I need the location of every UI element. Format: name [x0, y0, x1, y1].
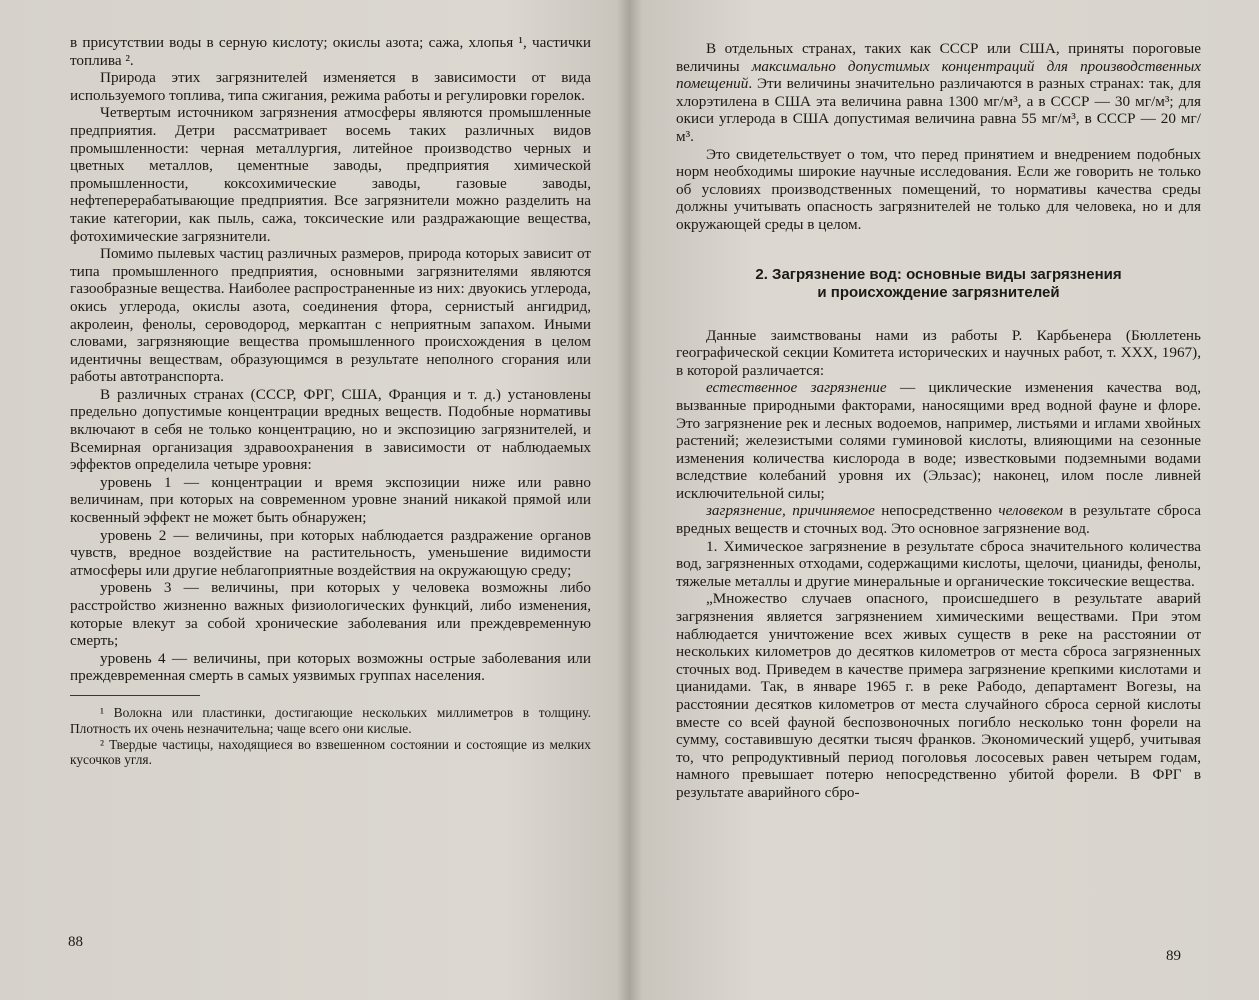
text-run: загрязнение, причиняемое [706, 502, 875, 520]
paragraph-r5 [676, 538, 1201, 591]
text-run: . Эти величины значительно различаются в разных странах: так, для хлорэтилена в США эта величина равна 1300 мг/м³, а в СССР — 30 мг/м³; для окиси углерода в США допустимая величина равна 55 мг/м³, в СССР — 20 мг/м³. [676, 75, 1201, 145]
paragraph-r2 [676, 327, 1201, 380]
paragraph-l3: Помимо пылевых частиц различных размеров, природа которых зависит от типа промышленного предприятия, основными загрязнителями являются газообразные вещества. Наиболее распространенные из них: двуокись углерода, окись углерода, окислы азота, соединения фтора, сернистый ангидрид, акролеин, фенолы, сероводород, меркаптан с неприятным запахом. Иными словами, загрязняющие вещества промышленного происхождения в целом идентичны веществам, образующимся в результате неполного сгорания или работы автотранспорта. [70, 245, 592, 386]
text-run: 1. Химическое загрязнение в результате сброса значительного количества вод, загрязненных отходами, содержащими кислоты, щелочи, цианиды, фенолы, тяжелые металлы и другие минеральные и органические токсические вещества. [676, 537, 1201, 590]
text-run: Данные заимствованы нами из работы Р. Карбьенера (Бюллетень географической секции Комитета исторических и научных работ, т. XXX, 1967), в которой различается: [676, 326, 1201, 379]
left-page-text [70, 34, 591, 685]
right-page-text-top [676, 40, 1201, 234]
text-run: непосредственно [874, 502, 999, 520]
footnote-rule [70, 695, 200, 696]
right-page [632, 0, 1259, 1000]
footnotes [70, 705, 591, 768]
right-page-text-bottom [676, 327, 1201, 802]
text-run: максимально допустимых концентраций для производственных помещений [676, 57, 1201, 93]
text-run: „Множество случаев опасного, происшедшего в результате аварий загрязнения является загрязнением химическими веществами. При этом наблюдается уничтожение всех живых существ в реке на расстоянии от нескольких километров до десятков километров от места сброса загрязненных сточных вод. Приведем в качестве примера загрязнение крепкими кислотами и цианидами. Так, в январе 1965 г. в реке Рабодо, департамент Вогезы, на расстоянии десятков километров от места случайного сброса серной кислоты вместе со всей фауной беспозвоночных погибло несколько тонн форели на сумму, составившую десятки тысяч франков. Экономический ущерб, учитывая то, что репродуктивный период поголовья лососевых равен четырем годам, намного превышает потерю непосредственно убитой форели. В ФРГ в результате аварийного сбро- [676, 590, 1201, 801]
paragraph-r6 [676, 590, 1201, 801]
paragraph-l2: Четвертым источником загрязнения атмосферы являются промышленные предприятия. Детри рассматривает восемь таких различных видов промышленности: черная металлургия, литейное производство черных и цветных металлов, цементные заводы, предприятия химической промышленности, коксохимические заводы, газовые заводы, нефтеперерабатывающие предприятия. Все загрязнители можно разделить на такие категории, как пыль, сажа, токсические или раздражающие вещества, фотохимические загрязнители. [70, 104, 591, 245]
text-run: в результате сброса вредных веществ и сточных вод. Это основное загрязнение вод. [676, 502, 1201, 538]
text-run: человеком [998, 502, 1063, 520]
left-page [0, 0, 625, 1000]
section-heading-line-1: 2. Загрязнение вод: основные виды загрязнения [755, 265, 1122, 283]
page-number-left: 88 [68, 934, 83, 950]
paragraph-l1: Природа этих загрязнителей изменяется в зависимости от вида используемого топлива, типа сжигания, режима работы и регулировки горелок. [70, 69, 591, 104]
paragraph-l0: в присутствии воды в серную кислоту; окислы азота; сажа, хлопья ¹, частички топлива ². [70, 34, 591, 69]
text-run: естественное загрязнение [706, 379, 887, 397]
footnote-f2: ² Твердые частицы, находящиеся во взвешенном состоянии и состоящие из мелких кусочков угля. [70, 736, 591, 768]
paragraph-r4 [676, 502, 1201, 537]
paragraph-l8: уровень 4 — величины, при которых возможны острые заболевания или преждевременная смерть в самых уязвимых группах населения. [70, 649, 591, 685]
section-heading-line-2: и происхождение загрязнителей [817, 283, 1060, 301]
text-run: В отдельных странах, таких как СССР или США, приняты пороговые величины [676, 40, 1201, 75]
paragraph-l4: В различных странах (СССР, ФРГ, США, Франция и т. д.) установлены предельно допустимые концентрации вредных веществ. Подобные нормативы включают в себя не только концентрацию, но и экспозицию загрязнителей, и Всемирная организация здравоохранения в зависимости от наблюдаемых эффектов определила четыре уровня: [70, 385, 591, 474]
paragraph-l6: уровень 2 — величины, при которых наблюдается раздражение органов чувств, вредное воздействие на растительность, уменьшение видимости атмосферы или другие неблагоприятные воздействия на окружающую среду; [70, 526, 591, 579]
footnote-f1: ¹ Волокна или пластинки, достигающие нескольких миллиметров в толщину. Плотность их очень незначительна; чаще всего они кислые. [70, 704, 591, 736]
text-run: Это свидетельствует о том, что перед принятием и внедрением подобных норм необходимы широкие научные исследования. Если же говорить не только об условиях производственных помещений, то нормативы качества среды должны учитывать опасность загрязнителей не только для человека, но и для окружающей среды в целом. [676, 145, 1201, 233]
text-run: — циклические изменения качества вод, вызванные природными факторами, наносящими вред водной фауне и флоре. Это загрязнение рек и лесных водоемов, например, листьями и иглами хвойных растений; железистыми солями гуминовой кислоты, влияющими на сезонные изменения количества кислорода в воде; известковыми подземными водами вследствие колебаний уровня их (Эльзас); наконец, илом после ливней исключительной силы; [676, 379, 1202, 502]
paragraph-r3 [676, 379, 1201, 502]
section-heading [676, 266, 1201, 302]
page-number-right: 89 [1166, 948, 1181, 964]
paragraph-l7: уровень 3 — величины, при которых у человека возможны либо расстройство жизненно важных физиологических функций, либо изменения, которые влекут за собой хронические заболевания или преждевременную смерть; [70, 579, 591, 650]
paragraph-r1 [676, 146, 1201, 234]
paragraph-r0 [676, 40, 1201, 146]
paragraph-l5: уровень 1 — концентрации и время экспозиции ниже или равно величинам, при которых на современном уровне знаний никакой прямой или косвенный эффект не может быть обнаружен; [70, 473, 591, 527]
